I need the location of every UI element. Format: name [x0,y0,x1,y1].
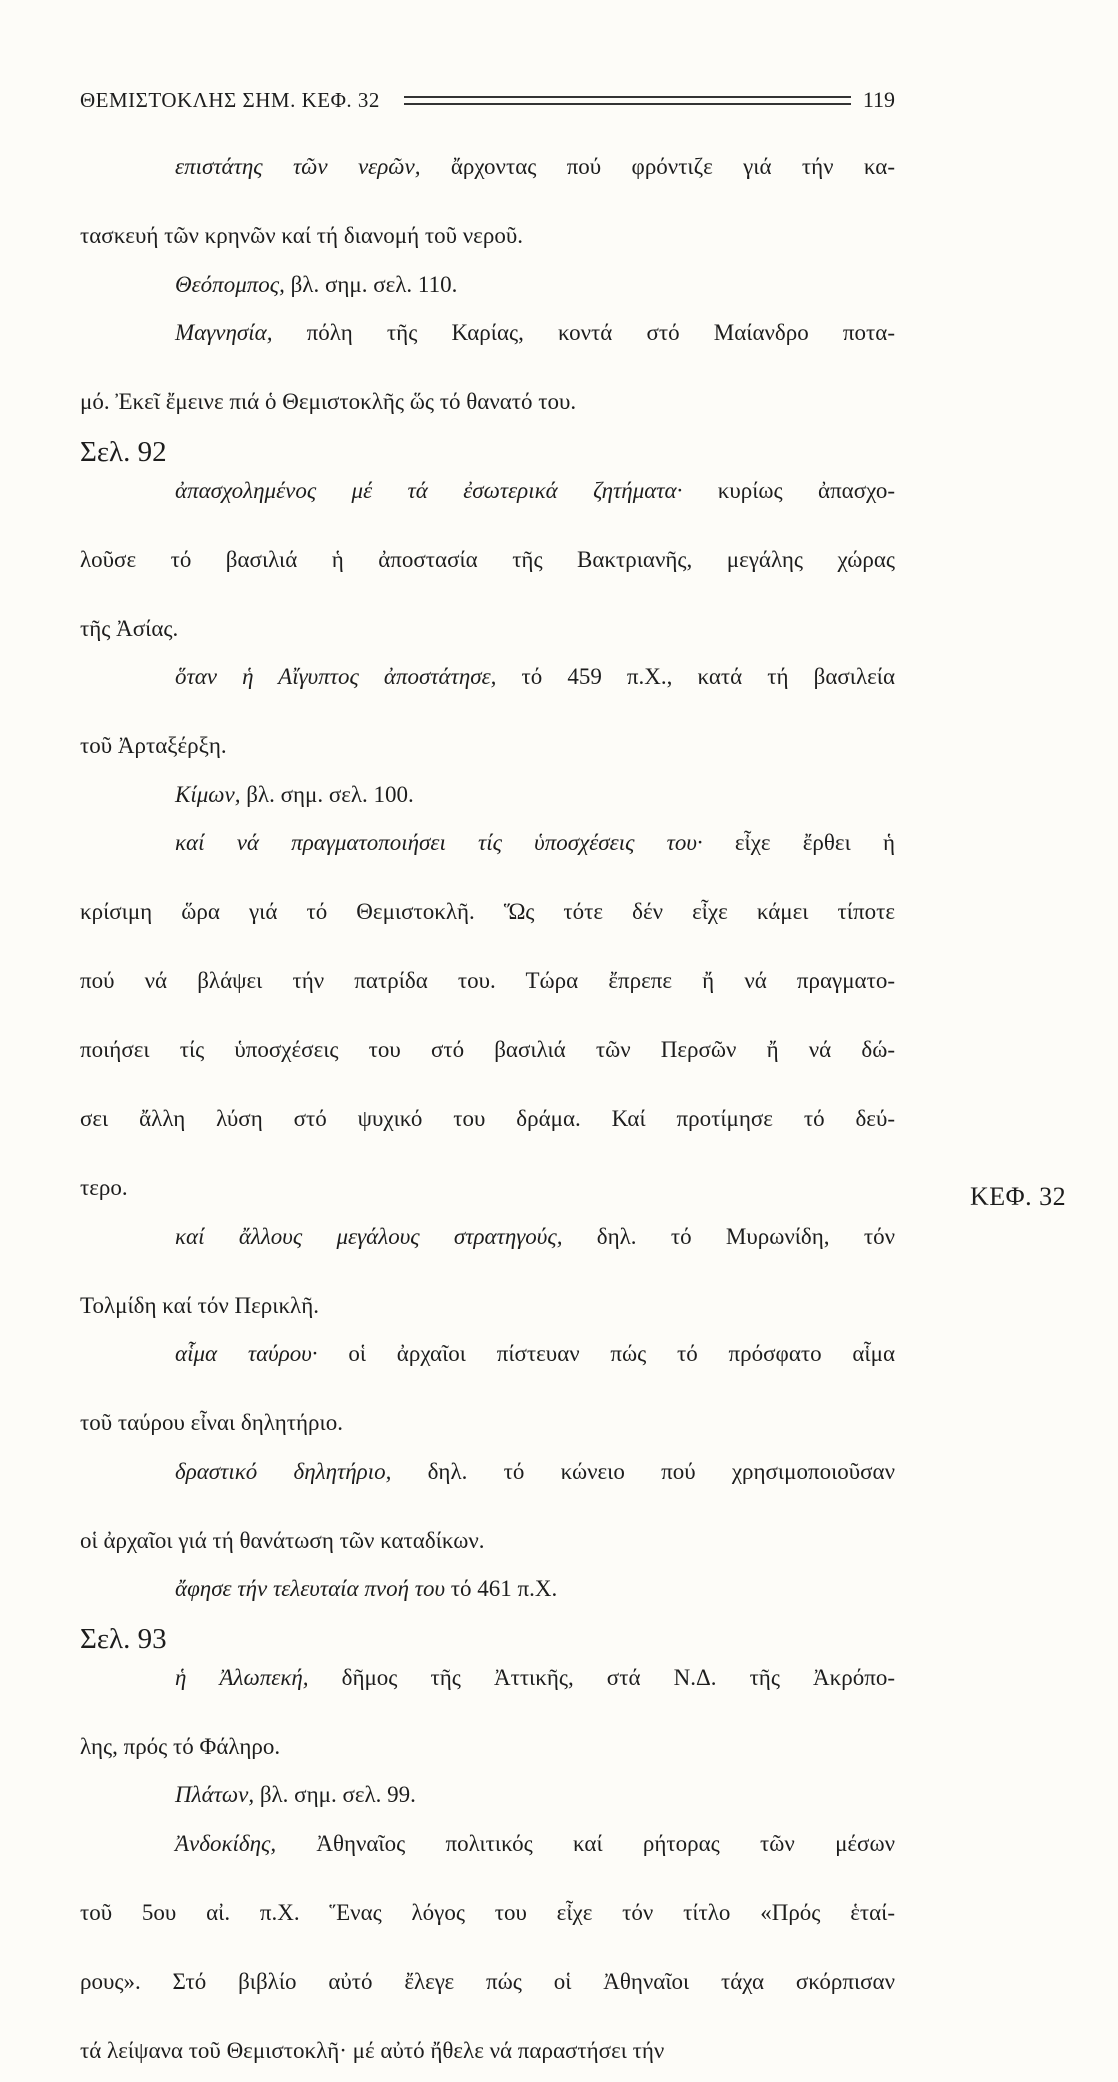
note-text: εἶχε ἔρθει ἡ [702,830,895,855]
note-line [80,1965,895,2034]
note-text: βλ. σημ. σελ. 99. [254,1782,416,1807]
note-entry [80,1337,895,1441]
note-text: ἄρχοντας πού φρόντιζε γιά τήν κα- [420,154,895,179]
note-text: τό 461 π.Χ. [445,1576,558,1601]
note-line [80,1661,895,1730]
notes-column [80,150,895,2082]
note-text: τά λείψανα τοῦ Θεμιστοκλῆ· μέ αὐτό ἤθελε νά παραστήσει τήν [80,2037,665,2063]
section-heading: Σελ. 93 [80,1622,167,1655]
margin-chapter-label: ΚΕΦ. 32 [970,1182,1067,1211]
note-line [80,1827,895,1896]
note-text: βλ. σημ. σελ. 110. [284,271,458,297]
header-double-rule [404,96,851,105]
note-line [80,1289,895,1324]
note-text: οἱ ἀρχαῖοι γιά τή θανάτωση τῶν καταδίκων. [80,1527,485,1553]
note-text: πού νά βλάψει τήν πατρίδα του. Τώρα ἔπρεπε ἤ νά πραγματο- [80,968,895,993]
note-text: τοῦ Ἀρταξέρξη. [80,733,227,758]
note-entry [80,316,895,420]
note-text: κρίσιμη ὥρα γιά τό Θεμιστοκλῆ. Ὥς τότε δέν εἶχε κάμει τίποτε [80,899,895,924]
note-entry [80,268,895,303]
note-text: λοῦσε τό βασιλιά ἡ ἀποστασία τῆς Βακτριανῆς, μεγάλης χώρας [80,546,895,572]
note-lemma: ἀπασχολημένος μέ τά ἐσωτερικά ζητήματα· [175,477,683,503]
note-line [80,1033,895,1102]
note-lemma: ἡ Ἀλωπεκή, [175,1664,309,1690]
note-line [80,1171,895,1206]
note-line [80,219,895,254]
note-lemma: Μαγνησία, [175,320,273,345]
note-line [80,543,895,612]
note-text: πόλη τῆς Καρίας, κοντά στό Μαίανδρο ποτα- [272,320,895,345]
note-text: τό 459 π.Χ., κατά τή βασιλεία [496,664,895,689]
note-line [80,1102,895,1171]
note-line [80,1730,895,1765]
note-text: ποιήσει τίς ὑποσχέσεις του στό βασιλιά τῶν Περσῶν ἤ νά δώ- [80,1037,895,1062]
note-text: μό. Ἐκεῖ ἔμεινε πιά ὁ Θεμιστοκλῆς ὥς τό θανατό του. [80,389,577,414]
note-text: λης, πρός τό Φάληρο. [80,1733,281,1759]
note-line [80,729,895,764]
section-heading: Σελ. 92 [80,435,167,468]
note-entry [80,1778,895,1813]
note-entry [80,1220,895,1324]
note-lemma: Ἀνδοκίδης, [175,1830,277,1856]
note-lemma: επιστάτης τῶν νερῶν, [175,154,421,179]
note-lemma: αἷμα ταύρου· [175,1341,318,1366]
note-text: Ἀθηναῖος πολιτικός καί ρήτορας τῶν μέσων [276,1830,895,1856]
note-lemma: ὅταν ἡ Αἴγυπτος ἀποστάτησε, [175,664,497,689]
note-entry [80,778,895,813]
note-lemma: καί νά πραγματοποιήσει τίς ὑποσχέσεις του· [175,830,703,855]
note-text: σει ἄλλη λύση στό ψυχικό του δράμα. Καί προτίμησε τό δεύ- [80,1106,895,1131]
note-text: κυρίως ἀπασχο- [682,477,895,503]
note-line [80,964,895,1033]
note-entry [80,1572,895,1607]
note-line [80,316,895,385]
note-text: Τολμίδη καί τόν Περικλῆ. [80,1292,319,1318]
note-line [80,895,895,964]
note-entry [80,1827,895,2069]
note-text: τασκευή τῶν κρηνῶν καί τή διανομή τοῦ νεροῦ. [80,223,523,248]
note-text: τοῦ 5ου αἰ. π.Χ. Ἕνας λόγος του εἶχε τόν τίτλο «Πρός ἑταί- [80,1899,895,1925]
note-line [80,268,895,303]
note-line [80,778,895,813]
note-line [80,474,895,543]
note-text: οἱ ἀρχαῖοι πίστευαν πώς τό πρόσφατο αἷμα [317,1341,895,1366]
note-line [80,1896,895,1965]
note-line [80,385,895,420]
note-line [80,612,895,647]
note-line [80,826,895,895]
note-line [80,1220,895,1289]
note-lemma: Πλάτων, [175,1782,255,1807]
note-entry [80,660,895,764]
note-line [80,660,895,729]
note-entry [80,1661,895,1765]
running-title: ΘΕΜΙΣΤΟΚΛΗΣ ΣΗΜ. ΚΕΦ. 32 [80,87,380,112]
note-text: δῆμος τῆς Ἀττικῆς, στά Ν.Δ. τῆς Ἀκρόπο- [308,1664,895,1690]
note-line [80,1524,895,1559]
note-text: τερο. [80,1175,128,1200]
note-line [80,1337,895,1406]
note-lemma: δραστικό δηλητήριο, [175,1458,392,1484]
note-lemma: Θεόπομπος, [175,271,285,297]
note-entry [80,150,895,254]
note-entry [80,826,895,1206]
note-lemma: καί ἄλλους μεγάλους στρατηγούς, [175,1223,563,1249]
page-number: 119 [862,87,895,112]
note-text: τοῦ ταύρου εἶναι δηλητήριο. [80,1410,343,1435]
note-text: δηλ. τό Μυρωνίδη, τόν [562,1223,896,1249]
note-line [80,1406,895,1441]
note-line [80,2034,895,2069]
note-line [80,1778,895,1813]
running-header [80,83,895,117]
note-text: βλ. σημ. σελ. 100. [240,781,414,807]
note-text: ρους». Στό βιβλίο αὐτό ἔλεγε πώς οἱ Ἀθηναῖοι τάχα σκόρπισαν [80,1968,895,1994]
note-line [80,1455,895,1524]
note-entry [80,1455,895,1559]
note-lemma: Κίμων, [175,781,241,807]
note-text: δηλ. τό κώνειο πού χρησιμοποιοῦσαν [391,1458,895,1484]
note-entry [80,474,895,647]
note-text: τῆς Ἀσίας. [80,615,179,641]
note-line [80,150,895,219]
note-lemma: ἄφησε τήν τελευταία πνοή του [175,1576,446,1601]
note-line [80,1572,895,1607]
